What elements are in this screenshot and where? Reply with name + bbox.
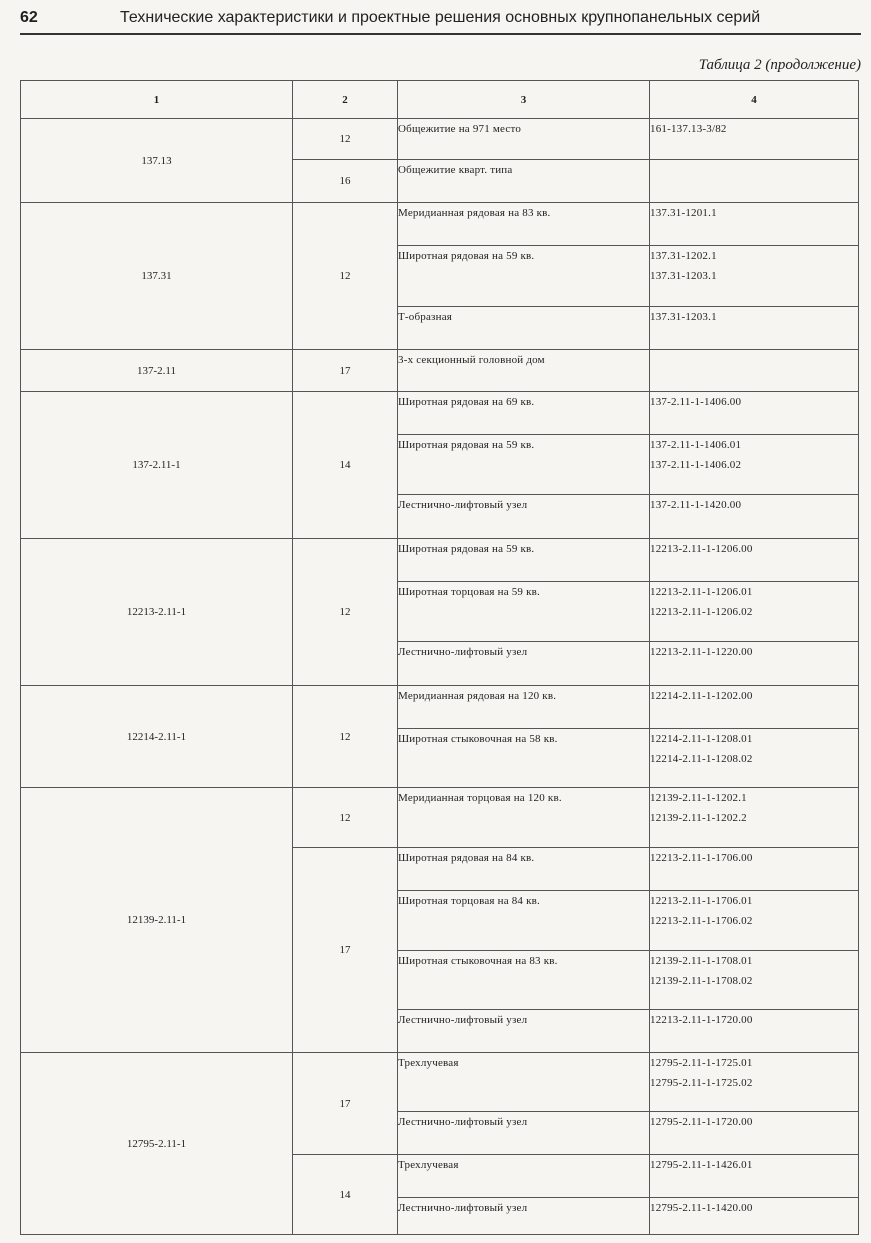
project-code-cell bbox=[650, 246, 859, 307]
spec-table bbox=[20, 80, 859, 1235]
project-code-cell bbox=[650, 1010, 859, 1053]
project-code-cell bbox=[650, 350, 859, 392]
section-type-cell: Лестнично-лифтовый узел bbox=[398, 1198, 650, 1235]
project-code: 137-2.11-1-1420.00 bbox=[650, 499, 742, 511]
section-type-cell: Широтная рядовая на 69 кв. bbox=[398, 392, 650, 435]
section-type-cell: Широтная рядовая на 59 кв. bbox=[398, 246, 650, 307]
project-code: 12213-2.11-1-1706.00 bbox=[650, 852, 753, 864]
table-header-row bbox=[21, 81, 859, 119]
project-code-cell bbox=[650, 1155, 859, 1198]
project-code-cell bbox=[650, 642, 859, 686]
section-type-cell: Меридианная рядовая на 120 кв. bbox=[398, 686, 650, 729]
series-cell: 12214-2.11-1 bbox=[21, 686, 293, 788]
section-type-cell: Лестнично-лифтовый узел bbox=[398, 495, 650, 539]
project-code-cell bbox=[650, 307, 859, 350]
project-code-cell bbox=[650, 1053, 859, 1112]
column-header-3: 3 bbox=[398, 81, 650, 119]
page-number: 62 bbox=[20, 9, 38, 26]
section-type-cell: Т-образная bbox=[398, 307, 650, 350]
section-type-cell: Лестнично-лифтовый узел bbox=[398, 1112, 650, 1155]
section-type-cell: Меридианная торцовая на 120 кв. bbox=[398, 788, 650, 848]
section-type-cell: Широтная торцовая на 59 кв. bbox=[398, 582, 650, 642]
project-code: 12213-2.11-1-1720.00 bbox=[650, 1014, 753, 1026]
project-code: 12795-2.11-1-1725.02 bbox=[650, 1077, 753, 1089]
project-code-cell bbox=[650, 951, 859, 1010]
project-code-cell bbox=[650, 435, 859, 495]
column-header-4: 4 bbox=[650, 81, 859, 119]
section-type-cell: Широтная рядовая на 84 кв. bbox=[398, 848, 650, 891]
project-code-cell bbox=[650, 495, 859, 539]
series-cell: 137-2.11 bbox=[21, 350, 293, 392]
series-cell: 12213-2.11-1 bbox=[21, 539, 293, 686]
project-code: 12795-2.11-1-1420.00 bbox=[650, 1202, 753, 1214]
project-code-cell bbox=[650, 582, 859, 642]
project-code: 12139-2.11-1-1202.1 bbox=[650, 792, 747, 804]
project-code-cell bbox=[650, 848, 859, 891]
floors-cell: 12 bbox=[293, 119, 398, 160]
project-code-cell bbox=[650, 203, 859, 246]
project-code-cell bbox=[650, 788, 859, 848]
section-type-cell: Меридианная рядовая на 83 кв. bbox=[398, 203, 650, 246]
project-code: 12213-2.11-1-1706.02 bbox=[650, 915, 753, 927]
column-header-1: 1 bbox=[21, 81, 293, 119]
project-code: 137-2.11-1-1406.00 bbox=[650, 396, 742, 408]
section-type-cell: Широтная торцовая на 84 кв. bbox=[398, 891, 650, 951]
section-type-cell: Трехлучевая bbox=[398, 1053, 650, 1112]
project-code-cell bbox=[650, 891, 859, 951]
project-code: 137-2.11-1-1406.02 bbox=[650, 459, 742, 471]
floors-cell: 14 bbox=[293, 392, 398, 539]
project-code: 137-2.11-1-1406.01 bbox=[650, 439, 742, 451]
section-type-cell: Лестнично-лифтовый узел bbox=[398, 1010, 650, 1053]
project-code: 137.31-1201.1 bbox=[650, 207, 717, 219]
project-code-cell bbox=[650, 539, 859, 582]
running-title: Технические характеристики и проектные решения основных крупнопанельных серий bbox=[120, 9, 761, 26]
project-code: 12139-2.11-1-1708.02 bbox=[650, 975, 753, 987]
table-row bbox=[21, 686, 859, 729]
project-code-cell bbox=[650, 119, 859, 160]
series-cell: 12139-2.11-1 bbox=[21, 788, 293, 1053]
table-row bbox=[21, 350, 859, 392]
table-row bbox=[21, 539, 859, 582]
project-code-cell bbox=[650, 1198, 859, 1235]
project-code-cell bbox=[650, 686, 859, 729]
project-code: 137.31-1203.1 bbox=[650, 270, 717, 282]
project-code: 12214-2.11-1-1208.02 bbox=[650, 753, 753, 765]
floors-cell: 12 bbox=[293, 539, 398, 686]
floors-cell: 12 bbox=[293, 203, 398, 350]
column-header-2: 2 bbox=[293, 81, 398, 119]
project-code: 12213-2.11-1-1220.00 bbox=[650, 646, 753, 658]
project-code-cell bbox=[650, 1112, 859, 1155]
project-code: 12213-2.11-1-1206.02 bbox=[650, 606, 753, 618]
floors-cell: 16 bbox=[293, 160, 398, 203]
page-header bbox=[0, 0, 871, 36]
section-type-cell: Трехлучевая bbox=[398, 1155, 650, 1198]
section-type-cell: Широтная стыковочная на 58 кв. bbox=[398, 729, 650, 788]
project-code-cell bbox=[650, 729, 859, 788]
series-cell: 137.31 bbox=[21, 203, 293, 350]
floors-cell: 17 bbox=[293, 1053, 398, 1155]
table-row bbox=[21, 119, 859, 160]
table-row bbox=[21, 788, 859, 848]
section-type-cell: 3-х секционный головной дом bbox=[398, 350, 650, 392]
project-code-cell bbox=[650, 160, 859, 203]
table-row bbox=[21, 1053, 859, 1112]
floors-cell: 17 bbox=[293, 350, 398, 392]
project-code: 12213-2.11-1-1206.01 bbox=[650, 586, 753, 598]
project-code-cell bbox=[650, 392, 859, 435]
table-row bbox=[21, 392, 859, 435]
floors-cell: 17 bbox=[293, 848, 398, 1053]
section-type-cell: Широтная рядовая на 59 кв. bbox=[398, 435, 650, 495]
series-cell: 137-2.11-1 bbox=[21, 392, 293, 539]
section-type-cell: Общежитие на 971 место bbox=[398, 119, 650, 160]
project-code: 137.31-1202.1 bbox=[650, 250, 717, 262]
table-caption: Таблица 2 (продолжение) bbox=[698, 57, 861, 73]
series-cell: 12795-2.11-1 bbox=[21, 1053, 293, 1235]
project-code: 161-137.13-3/82 bbox=[650, 123, 727, 135]
project-code: 12795-2.11-1-1720.00 bbox=[650, 1116, 753, 1128]
project-code: 137.31-1203.1 bbox=[650, 311, 717, 323]
section-type-cell: Широтная рядовая на 59 кв. bbox=[398, 539, 650, 582]
table-body bbox=[21, 119, 859, 1235]
project-code: 12214-2.11-1-1202.00 bbox=[650, 690, 753, 702]
section-type-cell: Лестнично-лифтовый узел bbox=[398, 642, 650, 686]
header-rule bbox=[20, 33, 861, 35]
section-type-cell: Широтная стыковочная на 83 кв. bbox=[398, 951, 650, 1010]
table-row bbox=[21, 203, 859, 246]
project-code: 12795-2.11-1-1725.01 bbox=[650, 1057, 753, 1069]
project-code: 12214-2.11-1-1208.01 bbox=[650, 733, 753, 745]
project-code: 12139-2.11-1-1202.2 bbox=[650, 812, 747, 824]
project-code: 12139-2.11-1-1708.01 bbox=[650, 955, 753, 967]
series-cell: 137.13 bbox=[21, 119, 293, 203]
project-code: 12213-2.11-1-1206.00 bbox=[650, 543, 753, 555]
floors-cell: 14 bbox=[293, 1155, 398, 1235]
project-code: 12213-2.11-1-1706.01 bbox=[650, 895, 753, 907]
section-type-cell: Общежитие кварт. типа bbox=[398, 160, 650, 203]
floors-cell: 12 bbox=[293, 686, 398, 788]
project-code: 12795-2.11-1-1426.01 bbox=[650, 1159, 753, 1171]
floors-cell: 12 bbox=[293, 788, 398, 848]
